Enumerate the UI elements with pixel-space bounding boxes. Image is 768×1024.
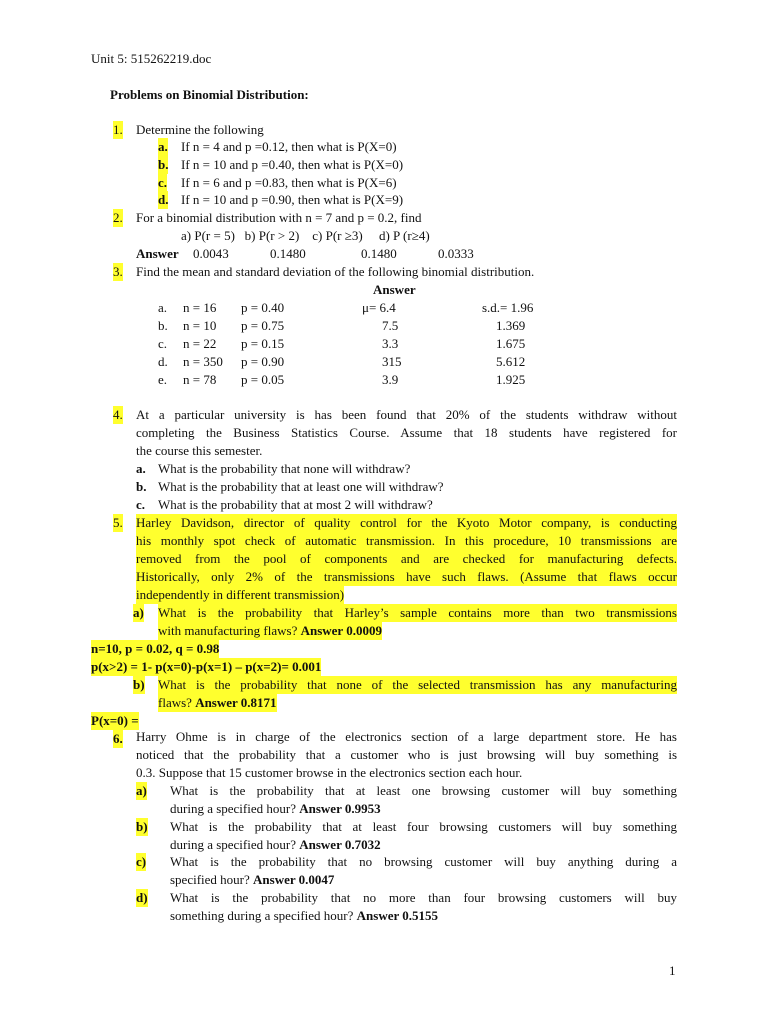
q5-b-answer: Answer 0.8171 [195,695,277,710]
q1-item-label: c. [158,175,168,190]
q5-b-label: b) [133,677,145,692]
q5-text-line: independently in different transmission) [136,587,345,602]
q4-text-line: the course this semester. [136,443,263,458]
q2-text: For a binomial distribution with n = 7 and p = 0.2, find [136,210,422,225]
q6-item-answer: Answer 0.0047 [253,872,335,887]
page-title: Problems on Binomial Distribution: [110,87,309,102]
q5-text-line: his monthly spot check of automatic transmission. In this procedure, 10 transmissions are [136,533,677,548]
q2-parts: a) P(r = 5) b) P(r > 2) c) P(r ≥3) d) P (r≥4) [181,228,430,243]
q5-text-line: removed from the pool of components and are checked for manufacturing defects. [136,551,677,566]
q3-row-n: n = 16 [183,300,217,315]
q5-b-text-cont: flaws? Answer 0.8171 [158,695,277,710]
q3-row-p: p = 0.40 [241,300,285,315]
q5-a-text: What is the probability that Harley’s sample contains more than two transmissions [158,605,677,620]
q1-item-label: d. [158,192,169,207]
q2-answer-value: 0.0043 [193,246,229,261]
q6-item-answer: Answer 0.9953 [299,801,381,816]
q3-row-sd: s.d.= 1.96 [482,300,534,315]
q2-answer-value: 0.1480 [270,246,306,261]
q4-text-line: At a particular university is has been found that 20% of the students withdraw without [136,407,677,422]
document-header: Unit 5: 515262219.doc [91,51,212,66]
q3-row-label: e. [158,372,168,387]
q5-text-line: Historically, only 2% of the transmissions have such flaws. (Assume that flaws occur [136,569,677,584]
q3-row-mean: 3.3 [382,336,399,351]
q1-item-text: If n = 10 and p =0.90, then what is P(X=9) [181,192,404,207]
q3-row-sd: 5.612 [496,354,526,369]
q6-item-label: d) [136,890,148,905]
q6-item-text: What is the probability that at least one browsing customer will buy something [170,783,677,798]
q5-a-label: a) [133,605,144,620]
q6-text-line: Harry Ohme is in charge of the electronics section of a large department store. He has [136,729,677,744]
q1-item-text: If n = 6 and p =0.83, then what is P(X=6) [181,175,397,190]
q3-row-p: p = 0.05 [241,372,285,387]
q6-item-text: What is the probability that no more than four browsing customers will buy [170,890,677,905]
q3-row-label: c. [158,336,168,351]
q6-text-line: noticed that the probability that a customer who is just browsing will buy something is [136,747,677,762]
q4-item-label: c. [136,497,146,512]
q5-work-line: n=10, p = 0.02, q = 0.98 [91,641,220,656]
q6-text-line: 0.3. Suppose that 15 customer browse in the electronics section each hour. [136,765,523,780]
q2-number: 2. [113,210,123,225]
q3-row-sd: 1.925 [496,372,526,387]
q4-item-label: b. [136,479,147,494]
q1-text: Determine the following [136,122,264,137]
q6-item-answer: Answer 0.5155 [356,908,439,923]
q6-item-text: What is the probability that at least four browsing customers will buy something [170,819,677,834]
q6-item-label: a) [136,783,147,798]
q1-number: 1. [113,122,123,137]
q4-text-line: completing the Business Statistics Course. Assume that 18 students have registered for [136,425,677,440]
q3-row-mean: μ= 6.4 [362,300,396,315]
q1-item-label: a. [158,139,168,154]
q3-answer-header: Answer [373,282,416,297]
q6-item-label: c) [136,854,147,869]
q3-row-mean: 3.9 [382,372,399,387]
q3-row-label: d. [158,354,168,369]
q5-b-text: What is the probability that none of the selected transmission has any manufacturing [158,677,677,692]
q6-item-text-cont: something during a specified hour? Answer 0.5155 [170,908,439,923]
q3-row-p: p = 0.15 [241,336,285,351]
q3-row-n: n = 350 [183,354,223,369]
q3-number: 3. [113,264,123,279]
q6-item-text-cont: specified hour? Answer 0.0047 [170,872,335,887]
q2-answer-label: Answer [136,246,179,261]
q5-number: 5. [113,515,123,530]
q1-item-label: b. [158,157,169,172]
q3-row-n: n = 78 [183,372,217,387]
q5-a-answer: Answer 0.0009 [300,623,382,638]
q4-item-text: What is the probability that at least one will withdraw? [158,479,444,494]
q6-item-text: What is the probability that no browsing customer will buy anything during a [170,854,677,869]
q5-text-line: Harley Davidson, director of quality control for the Kyoto Motor company, is conducting [136,515,677,530]
q2-answer-value: 0.0333 [438,246,474,261]
q1-item-text: If n = 4 and p =0.12, then what is P(X=0) [181,139,397,154]
q3-row-sd: 1.675 [496,336,526,351]
q6-item-text-cont: during a specified hour? Answer 0.7032 [170,837,381,852]
q3-row-mean: 7.5 [382,318,399,333]
q4-item-text: What is the probability that none will withdraw? [158,461,411,476]
q4-item-label: a. [136,461,146,476]
q6-item-label: b) [136,819,148,834]
q3-row-sd: 1.369 [496,318,526,333]
q3-row-p: p = 0.90 [241,354,285,369]
q3-row-label: b. [158,318,168,333]
q3-row-n: n = 22 [183,336,217,351]
q3-row-n: n = 10 [183,318,217,333]
q5-a-text-cont: with manufacturing flaws? Answer 0.0009 [158,623,382,638]
q4-item-text: What is the probability that at most 2 will withdraw? [158,497,433,512]
q5-work-line: P(x=0) = [91,713,139,728]
q6-number: 6. [113,731,123,746]
q3-row-mean: 315 [382,354,402,369]
q1-item-text: If n = 10 and p =0.40, then what is P(X=0) [181,157,404,172]
q6-item-answer: Answer 0.7032 [299,837,381,852]
q3-row-p: p = 0.75 [241,318,285,333]
q6-item-text-cont: during a specified hour? Answer 0.9953 [170,801,381,816]
page-number: 1 [669,963,676,978]
q3-row-label: a. [158,300,168,315]
q3-text: Find the mean and standard deviation of the following binomial distribution. [136,264,535,279]
q4-number: 4. [113,407,123,422]
q2-answer-value: 0.1480 [361,246,397,261]
q5-work-line: p(x>2) = 1- p(x=0)-p(x=1) – p(x=2)= 0.001 [91,659,322,674]
